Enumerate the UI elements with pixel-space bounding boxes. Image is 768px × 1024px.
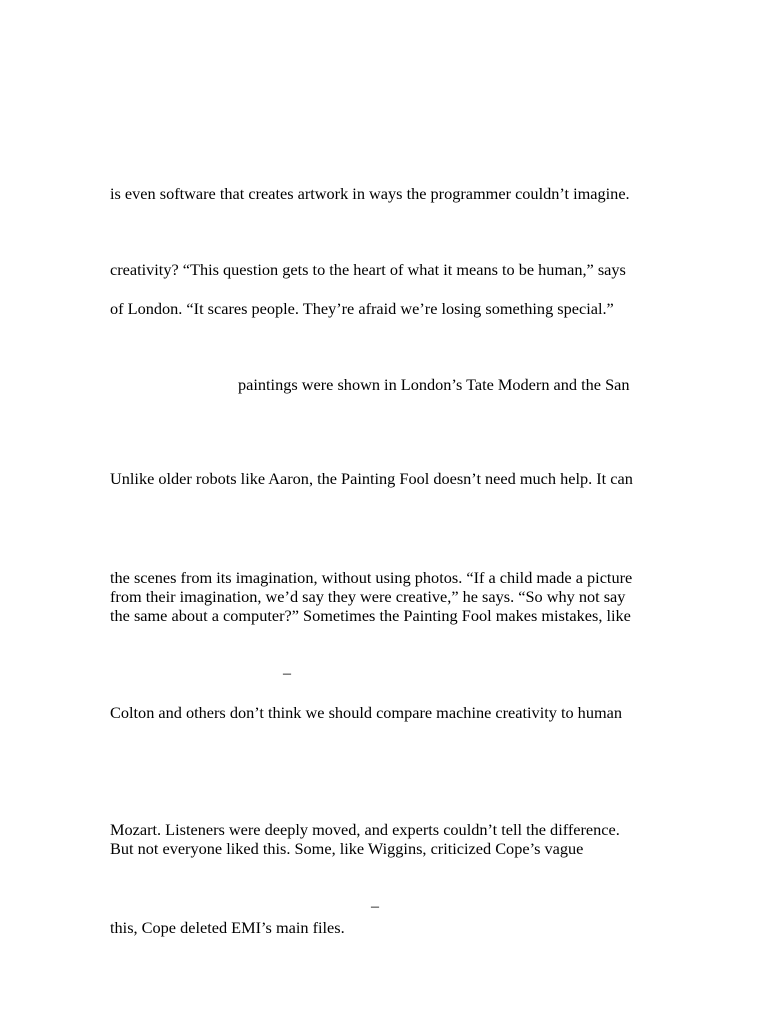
dash-mark-1: – — [283, 665, 291, 682]
text-line-10: Mozart. Listeners were deeply moved, and experts couldn’t tell the difference. — [110, 820, 620, 839]
text-line-6: the scenes from its imagination, without using photos. “If a child made a picture — [110, 568, 633, 587]
text-line-11: But not everyone liked this. Some, like Wiggins, criticized Cope’s vague — [110, 839, 584, 858]
text-line-12: this, Cope deleted EMI’s main files. — [110, 918, 345, 937]
text-line-4: paintings were shown in London’s Tate Modern and the San — [238, 375, 630, 394]
text-line-9: Colton and others don’t think we should compare machine creativity to human — [110, 703, 622, 722]
dash-mark-2: – — [371, 898, 379, 915]
text-line-1: is even software that creates artwork in ways the programmer couldn’t imagine. — [110, 184, 630, 203]
text-line-8: the same about a computer?” Sometimes the Painting Fool makes mistakes, like — [110, 606, 631, 625]
text-line-7: from their imagination, we’d say they were creative,” he says. “So why not say — [110, 587, 626, 606]
text-line-3: of London. “It scares people. They’re afraid we’re losing something special.” — [110, 299, 614, 318]
text-line-5: Unlike older robots like Aaron, the Painting Fool doesn’t need much help. It can — [110, 469, 633, 488]
text-line-2: creativity? “This question gets to the heart of what it means to be human,” says — [110, 260, 626, 279]
